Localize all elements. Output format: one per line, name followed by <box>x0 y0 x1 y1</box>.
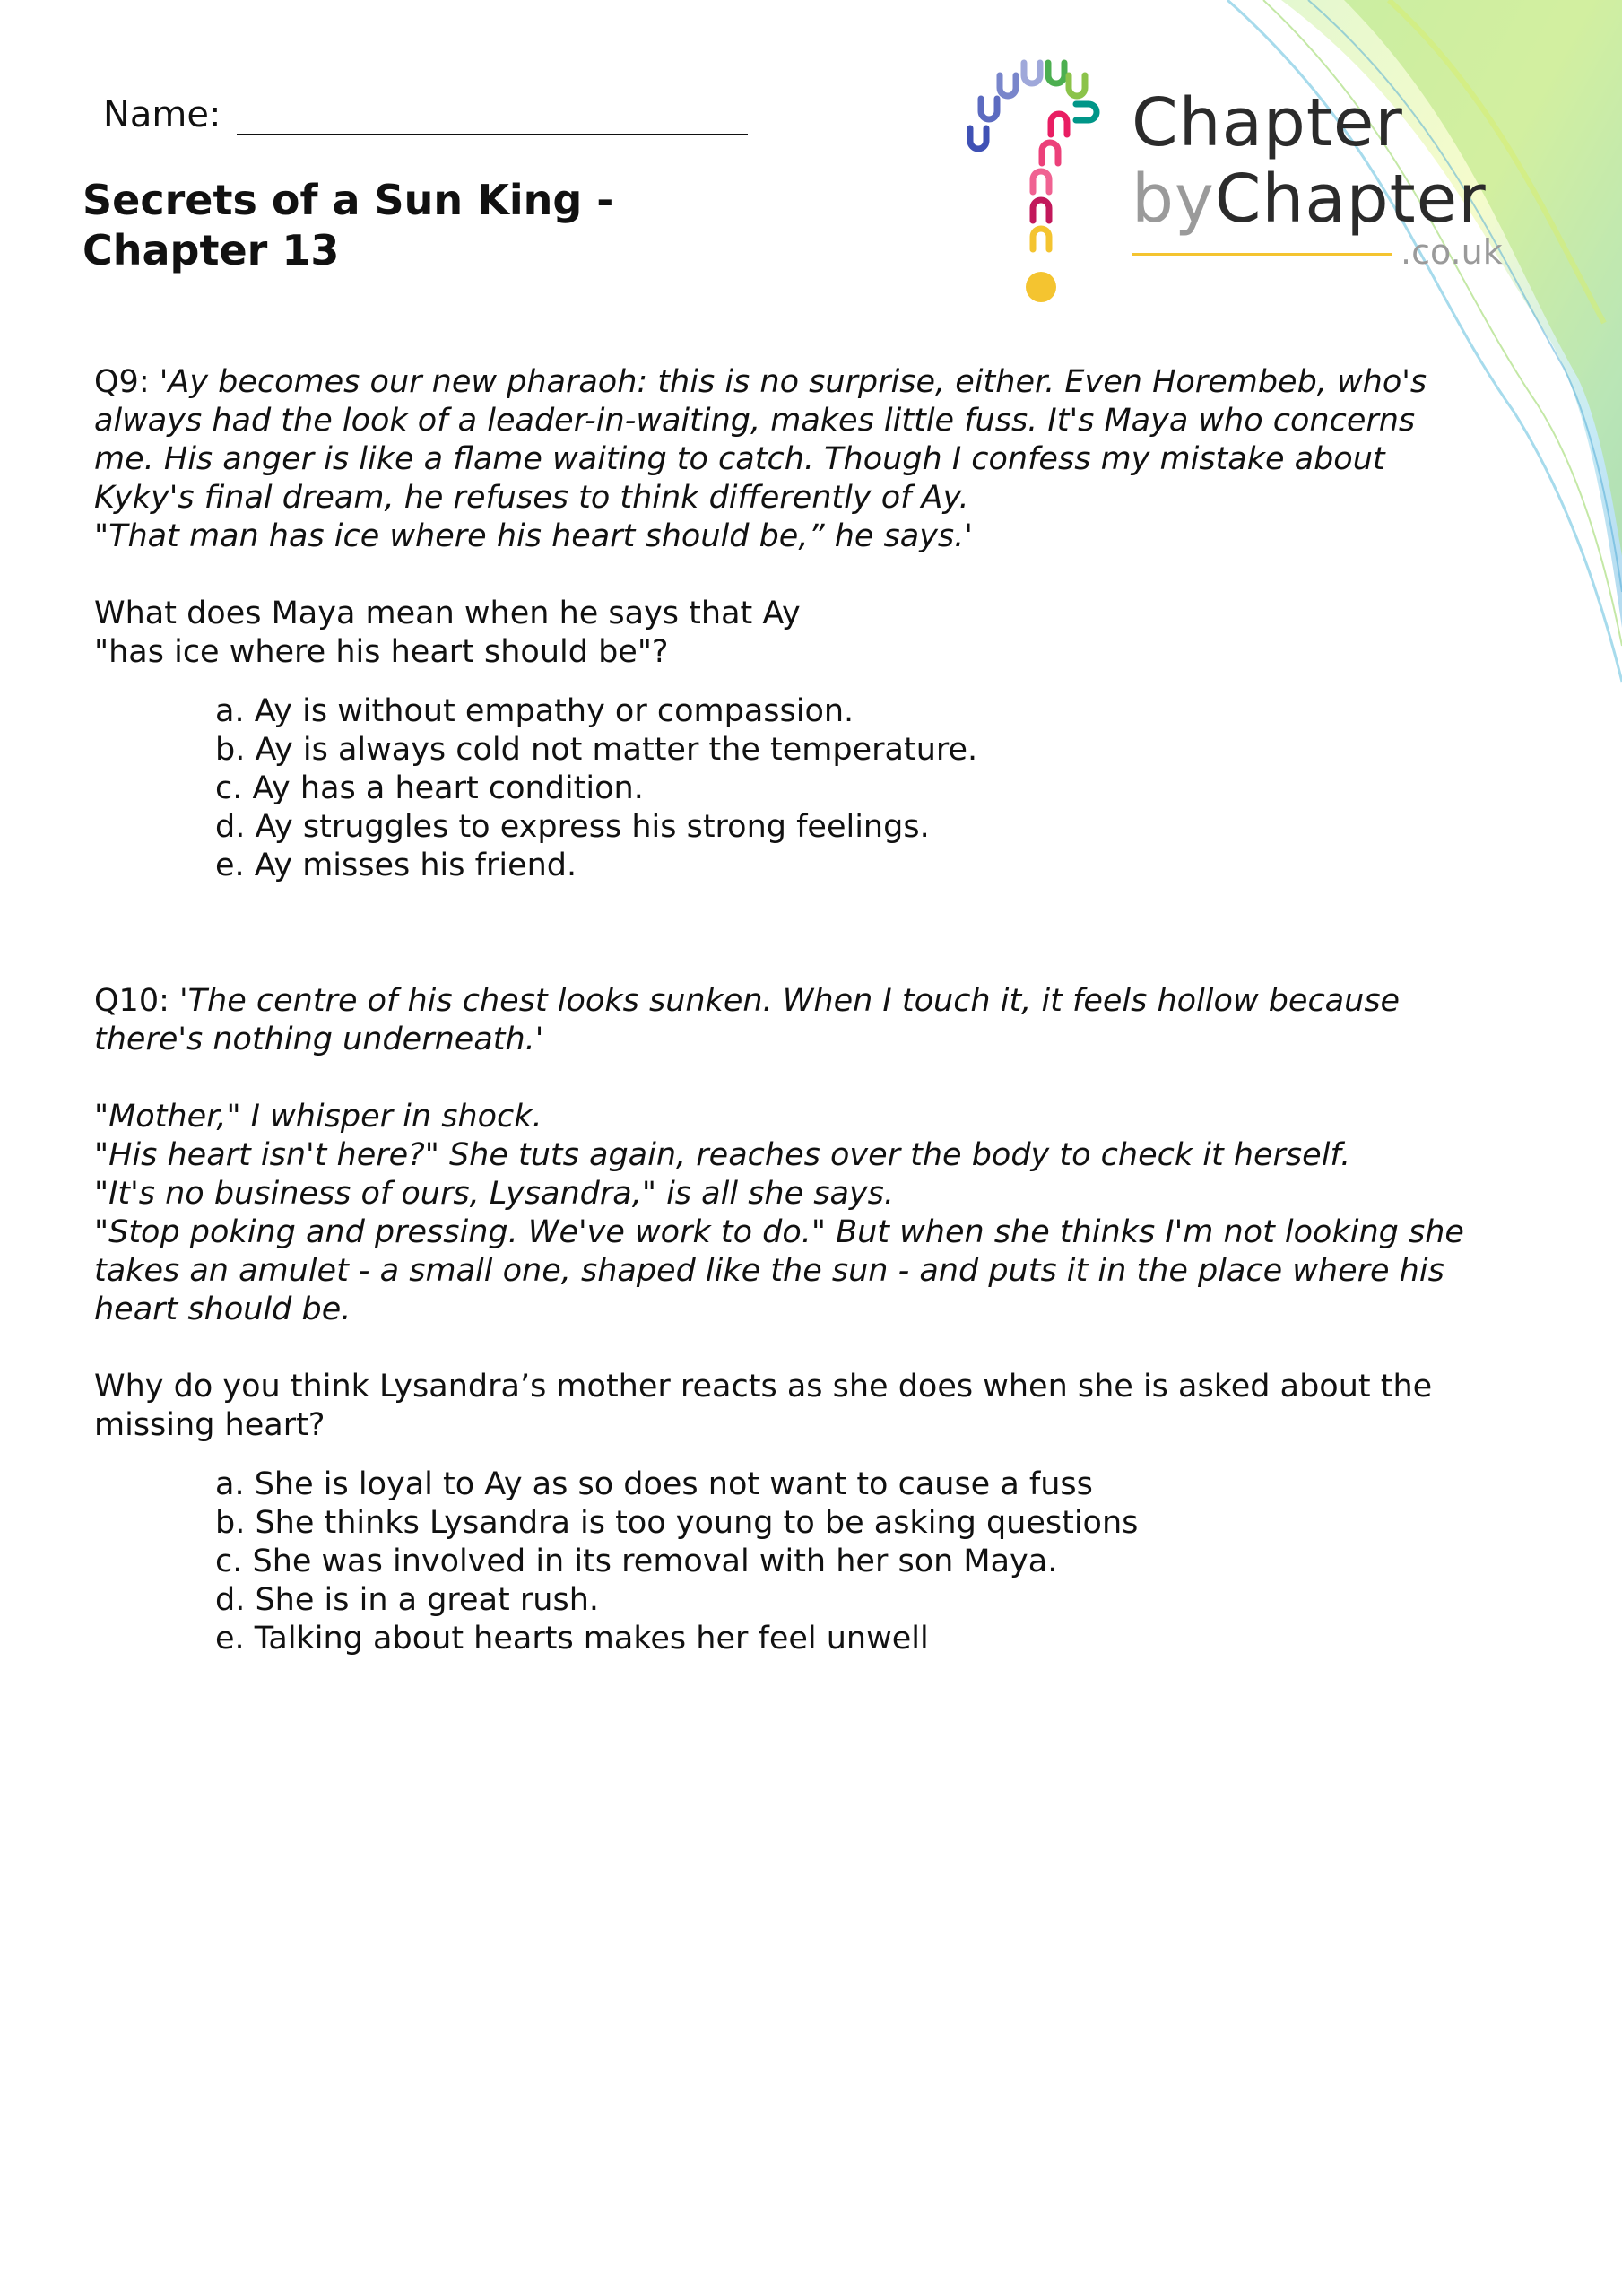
quote-line: Kyky's final dream, he refuses to think differently of Ay. <box>94 480 969 516</box>
quote-line: 'The centre of his chest looks sunken. When I touch it, it feels hollow because <box>179 983 1401 1019</box>
answer-option[interactable]: a. Ay is without empathy or compassion. <box>215 693 854 729</box>
answer-option[interactable]: c. Ay has a heart condition. <box>215 770 644 806</box>
q9-options <box>215 692 1529 885</box>
question-mark-books-logo-icon <box>959 52 1112 312</box>
q9-question <box>94 595 1529 672</box>
quote-line: there's nothing underneath.' <box>94 1022 544 1057</box>
logo-wordmark-by: by <box>1132 161 1215 238</box>
answer-option[interactable]: a. She is loyal to Ay as so does not want to cause a fuss <box>215 1466 1093 1502</box>
passage-line: "It's no business of ours, Lysandra," is all she says. <box>94 1176 895 1212</box>
logo-domain: .co.uk <box>1401 232 1503 272</box>
worksheet-body <box>94 363 1529 1658</box>
q10-label: Q10: <box>94 983 169 1019</box>
question-line: missing heart? <box>94 1407 325 1443</box>
logo-wordmark-chapter-2: Chapter <box>1214 161 1487 238</box>
answer-option[interactable]: d. She is in a great rush. <box>215 1582 599 1618</box>
name-field <box>103 94 748 135</box>
quote-line: "That man has ice where his heart should be,” he says.' <box>94 518 973 554</box>
q10-passage <box>94 1098 1529 1329</box>
question-q10 <box>94 982 1529 1658</box>
answer-option[interactable]: d. Ay struggles to express his strong feelings. <box>215 809 930 845</box>
name-blank-line[interactable] <box>237 94 748 135</box>
question-line: "has ice where his heart should be"? <box>94 634 669 670</box>
logo-underline <box>1132 253 1392 256</box>
passage-line: "Mother," I whisper in shock. <box>94 1099 542 1135</box>
passage-line: "Stop poking and pressing. We've work to do." But when she thinks I'm not looking she <box>94 1214 1464 1250</box>
passage-line: takes an amulet - a small one, shaped like the sun - and puts it in the place where his <box>94 1253 1444 1289</box>
question-q9 <box>94 363 1529 885</box>
question-line: What does Maya mean when he says that Ay <box>94 596 801 631</box>
q10-question <box>94 1368 1529 1445</box>
q9-label: Q9: <box>94 364 150 400</box>
q10-options <box>215 1465 1529 1658</box>
logo-wordmark-chapter: Chapter <box>1132 84 1403 161</box>
answer-option[interactable]: b. Ay is always cold not matter the temperature. <box>215 732 978 768</box>
q9-quote <box>94 363 1529 556</box>
q10-quote <box>94 982 1529 1059</box>
worksheet-title: Secrets of a Sun King - Chapter 13 <box>82 176 614 274</box>
quote-line: always had the look of a leader-in-waiting, makes little fuss. It's Maya who concerns <box>94 403 1416 439</box>
question-line: Why do you think Lysandra’s mother reacts as she does when she is asked about the <box>94 1369 1433 1405</box>
name-label: Name: <box>103 94 221 135</box>
quote-line: me. His anger is like a flame waiting to catch. Though I confess my mistake about <box>94 441 1385 477</box>
answer-option[interactable]: b. She thinks Lysandra is too young to be asking questions <box>215 1505 1139 1541</box>
logo-wordmark-by-chapter <box>1132 161 1487 238</box>
quote-line: 'Ay becomes our new pharaoh: this is no surprise, either. Even Horembeb, who's <box>159 364 1427 400</box>
answer-option[interactable]: c. She was involved in its removal with her son Maya. <box>215 1544 1058 1579</box>
answer-option[interactable]: e. Ay misses his friend. <box>215 848 577 883</box>
answer-option[interactable]: e. Talking about hearts makes her feel unwell <box>215 1621 929 1657</box>
passage-line: heart should be. <box>94 1292 351 1327</box>
passage-line: "His heart isn't here?" She tuts again, reaches over the body to check it herself. <box>94 1137 1351 1173</box>
